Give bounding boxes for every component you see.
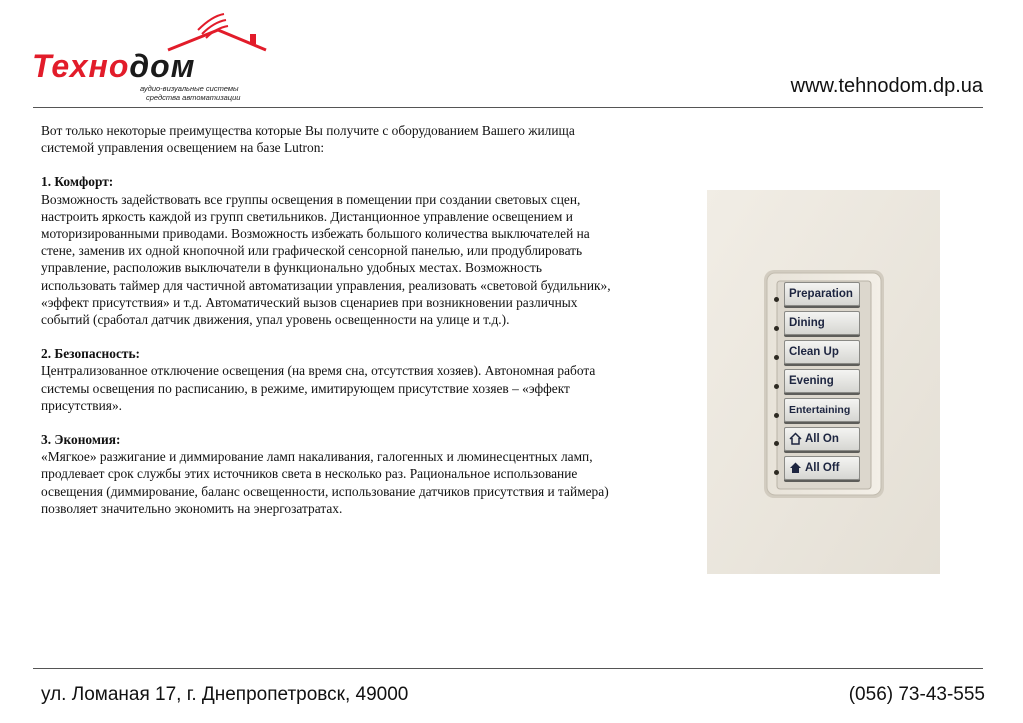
keypad-led — [774, 441, 779, 446]
house-filled-icon — [789, 461, 802, 474]
logo-name-dark: дом — [129, 48, 196, 84]
keypad-button-evening: Evening — [784, 369, 860, 393]
keypad-led — [774, 326, 779, 331]
logo-name-red: Техно — [32, 48, 130, 84]
intro-paragraph: Вот только некоторые преимущества которые Вы получите с оборудованием Вашего жилища системой управления освещением на базе Lutron: — [41, 123, 575, 156]
keypad-button-label: All On — [805, 433, 839, 445]
section-economy — [41, 431, 616, 517]
house-outline-icon — [789, 432, 802, 445]
section-text: «Мягкое» разжигание и диммирование ламп накаливания, галогенных и люминесцентных ламп, продлевает срок службы этих источников света в несколько раз. Рациональное использование освещения (диммирование, баланс освещенности, использование датчиков присутствия и таймера) позволяет значительно экономить на энергозатратах. — [41, 449, 609, 516]
keypad-led — [774, 470, 779, 475]
section-heading: 2. Безопасность: — [41, 346, 141, 362]
logo-wordmark — [32, 48, 195, 85]
keypad-button-clean-up: Clean Up — [784, 340, 860, 364]
keypad-button-all-off — [784, 456, 860, 480]
section-text: Централизованное отключение освещения (на время сна, отсутствия хозяев). Автономная работа системы освещения по расписанию, в режиме, имитирующем присутствие хозяев – «эффект присутствия». — [41, 363, 596, 413]
footer-address: ул. Ломаная 17, г. Днепропетровск, 49000 — [41, 684, 409, 705]
keypad-led — [774, 355, 779, 360]
keypad-led — [774, 384, 779, 389]
section-comfort — [41, 173, 616, 328]
website-url[interactable]: www.tehnodom.dp.ua — [790, 75, 983, 97]
section-security — [41, 345, 616, 414]
logo-tagline-1: аудио-визуальные системы — [140, 84, 239, 93]
keypad-led — [774, 413, 779, 418]
footer-divider — [33, 668, 983, 669]
company-logo — [28, 8, 288, 103]
keypad-button-preparation: Preparation — [784, 282, 860, 306]
footer-phone[interactable]: (056) 73-43-555 — [848, 684, 985, 705]
keypad-button-dining: Dining — [784, 311, 860, 335]
main-text — [41, 122, 616, 517]
keypad-led — [774, 297, 779, 302]
keypad-button-all-on — [784, 427, 860, 451]
section-text: Возможность задействовать все группы освещения в помещении при создании световых сцен, настроить яркость каждой из групп светильников. Дистанционное управление освещением и моторизированными приводами. Возможность избежать большого количества выключателей на стене, заменив их одной кнопочной или графической сенсорной панелью, или продублировать управление, расположив выключатели в функционально удобных местах. Возможность использовать таймер для частичной автоматизации управления, реализовать «световой будильник», «эффект присутствия» и т.д. Автоматический вызов сценариев при возникновении различных событий (сработал датчик движения, упал уровень освещенности на улице и т.д.). — [41, 191, 611, 328]
keypad-button-label: All Off — [805, 462, 840, 474]
section-heading: 1. Комфорт: — [41, 174, 114, 190]
section-heading: 3. Экономия: — [41, 432, 121, 448]
keypad-button-entertaining: Entertaining — [784, 398, 860, 422]
header-divider — [33, 107, 983, 108]
logo-tagline-2: средства автоматизации — [146, 93, 241, 102]
